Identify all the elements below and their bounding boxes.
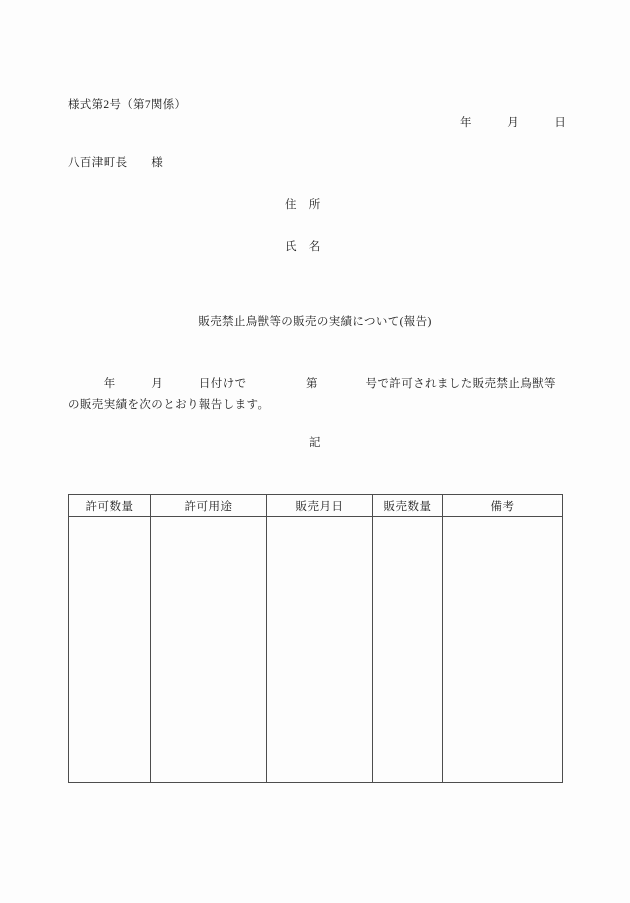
table-header-permitted-use: 許可用途 <box>151 495 267 517</box>
table-header-row <box>69 495 563 517</box>
table-header-sale-date: 販売月日 <box>267 495 373 517</box>
form-number: 様式第2号（第7関係） <box>68 99 187 111</box>
applicant-name-label: 氏 名 <box>285 241 321 253</box>
table-header-permitted-quantity: 許可数量 <box>69 495 151 517</box>
cell-sale-date[interactable] <box>267 517 373 783</box>
applicant-address-label: 住 所 <box>285 199 321 211</box>
sales-record-table <box>68 494 563 783</box>
addressee-line: 八百津町長 様 <box>68 157 164 169</box>
table-header-sale-quantity: 販売数量 <box>373 495 443 517</box>
ki-mark: 記 <box>309 437 321 449</box>
document-title: 販売禁止鳥獣等の販売の実績について(報告) <box>198 316 432 328</box>
body-paragraph: 年 月 日付けで 第 号で許可されました販売禁止鳥獣等の販売実績を次のとおり報告します。 <box>68 378 556 411</box>
date-line: 年 月 日 <box>460 117 567 129</box>
cell-sale-quantity[interactable] <box>373 517 443 783</box>
table-header-remarks: 備考 <box>443 495 563 517</box>
table-row <box>69 517 563 783</box>
cell-permitted-use[interactable] <box>151 517 267 783</box>
cell-remarks[interactable] <box>443 517 563 783</box>
cell-permitted-quantity[interactable] <box>69 517 151 783</box>
